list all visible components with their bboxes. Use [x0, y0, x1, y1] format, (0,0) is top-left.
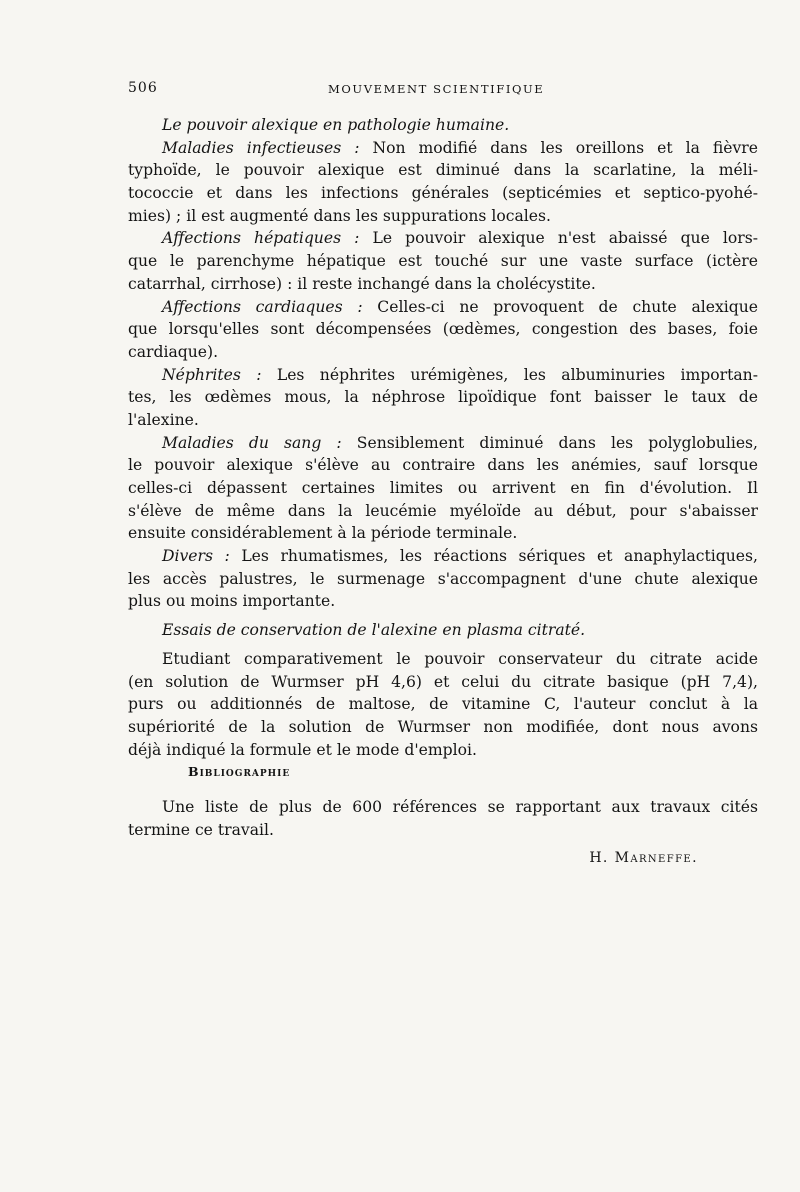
essais-line: supériorité de la solution de Wurmser non modifiée, dont nous avons: [128, 717, 758, 736]
paragraph-sang-line: celles-ci dépassent certaines limites ou arrivent en fin d'évolution. Il: [128, 479, 758, 497]
paragraph-divers-line: Divers : Les rhumatismes, les réactions sériques et anaphylactiques,: [162, 547, 758, 566]
signature: H. Marneffe.: [589, 850, 698, 867]
paragraph-sang-line: le pouvoir alexique s'élève au contraire dans les anémies, sauf lorsque: [128, 456, 758, 475]
paragraph-label: Maladies du sang :: [162, 433, 342, 452]
paragraph-infectieuses-line: mies) ; il est augmenté dans les suppurations locales.: [128, 206, 551, 225]
paragraph-label: Néphrites :: [162, 365, 262, 384]
paragraph-label: Affections cardiaques :: [162, 297, 363, 316]
running-head: [128, 80, 748, 100]
paragraph-cardiaques-line: Affections cardiaques : Celles-ci ne provoquent de chute alexique: [162, 297, 758, 316]
paragraph-sang-line: s'élève de même dans la leucémie myéloïde au début, pour s'abaisser: [128, 501, 758, 520]
paragraph-hepatiques-line: Affections hépatiques : Le pouvoir alexique n'est abaissé que lors-: [162, 229, 758, 248]
paragraph-nephrites-line: l'alexine.: [128, 410, 199, 429]
essais-line: purs ou additionnés de maltose, de vitamine C, l'auteur conclut à la: [128, 695, 758, 714]
bibliography-line: Une liste de plus de 600 références se rapportant aux travaux cités: [162, 797, 758, 816]
paragraph-infectieuses-line: typhoïde, le pouvoir alexique est diminué dans la scarlatine, la méli-: [128, 161, 758, 180]
header-title: MOUVEMENT SCIENTIFIQUE: [328, 82, 545, 96]
paragraph-cardiaques-line: que lorsqu'elles sont décompensées (œdèmes, congestion des bases, foie: [128, 320, 758, 339]
paragraph-label: Divers :: [162, 547, 230, 566]
essais-heading: Essais de conservation de l'alexine en plasma citraté.: [162, 621, 586, 640]
essais-line: (en solution de Wurmser pH 4,6) et celui du citrate basique (pH 7,4),: [128, 672, 758, 691]
essais-line: Etudiant comparativement le pouvoir conservateur du citrate acide: [162, 649, 758, 668]
page-number: 506: [128, 80, 158, 96]
bibliography-title: Bibliographie: [188, 764, 291, 780]
paragraph-divers-line: les accès palustres, le surmenage s'accompagnent d'une chute alexique: [128, 569, 758, 588]
paragraph-hepatiques-line: catarrhal, cirrhose) : il reste inchangé dans la cholécystite.: [128, 274, 596, 293]
paragraph-hepatiques-line: que le parenchyme hépatique est touché sur une vaste surface (ictère: [128, 252, 758, 271]
paragraph-label: Maladies infectieuses :: [162, 138, 360, 157]
paragraph-label: Affections hépatiques :: [162, 229, 360, 248]
body-text: [128, 114, 758, 870]
paragraph-sang-line: Maladies du sang : Sensiblement diminué dans les polyglobulies,: [162, 433, 759, 452]
paragraph-divers-line: plus ou moins importante.: [128, 592, 336, 611]
paragraph-sang-line: ensuite considérablement à la période terminale.: [128, 524, 518, 543]
bibliography-line: termine ce travail.: [128, 820, 274, 839]
paragraph-infectieuses-line: Maladies infectieuses : Non modifié dans les oreillons et la fièvre: [162, 138, 758, 157]
section-heading: Le pouvoir alexique en pathologie humaine.: [162, 116, 510, 134]
essais-line: déjà indiqué la formule et le mode d'emploi.: [128, 740, 477, 759]
paragraph-infectieuses-line: tococcie et dans les infections générales (septicémies et septico-pyohé-: [128, 184, 758, 203]
paragraph-cardiaques-line: cardiaque).: [128, 342, 219, 361]
paragraph-nephrites-line: Néphrites : Les néphrites urémigènes, les albuminuries importan-: [162, 365, 758, 384]
paragraph-nephrites-line: tes, les œdèmes mous, la néphrose lipoïdique font baisser le taux de: [128, 388, 758, 407]
